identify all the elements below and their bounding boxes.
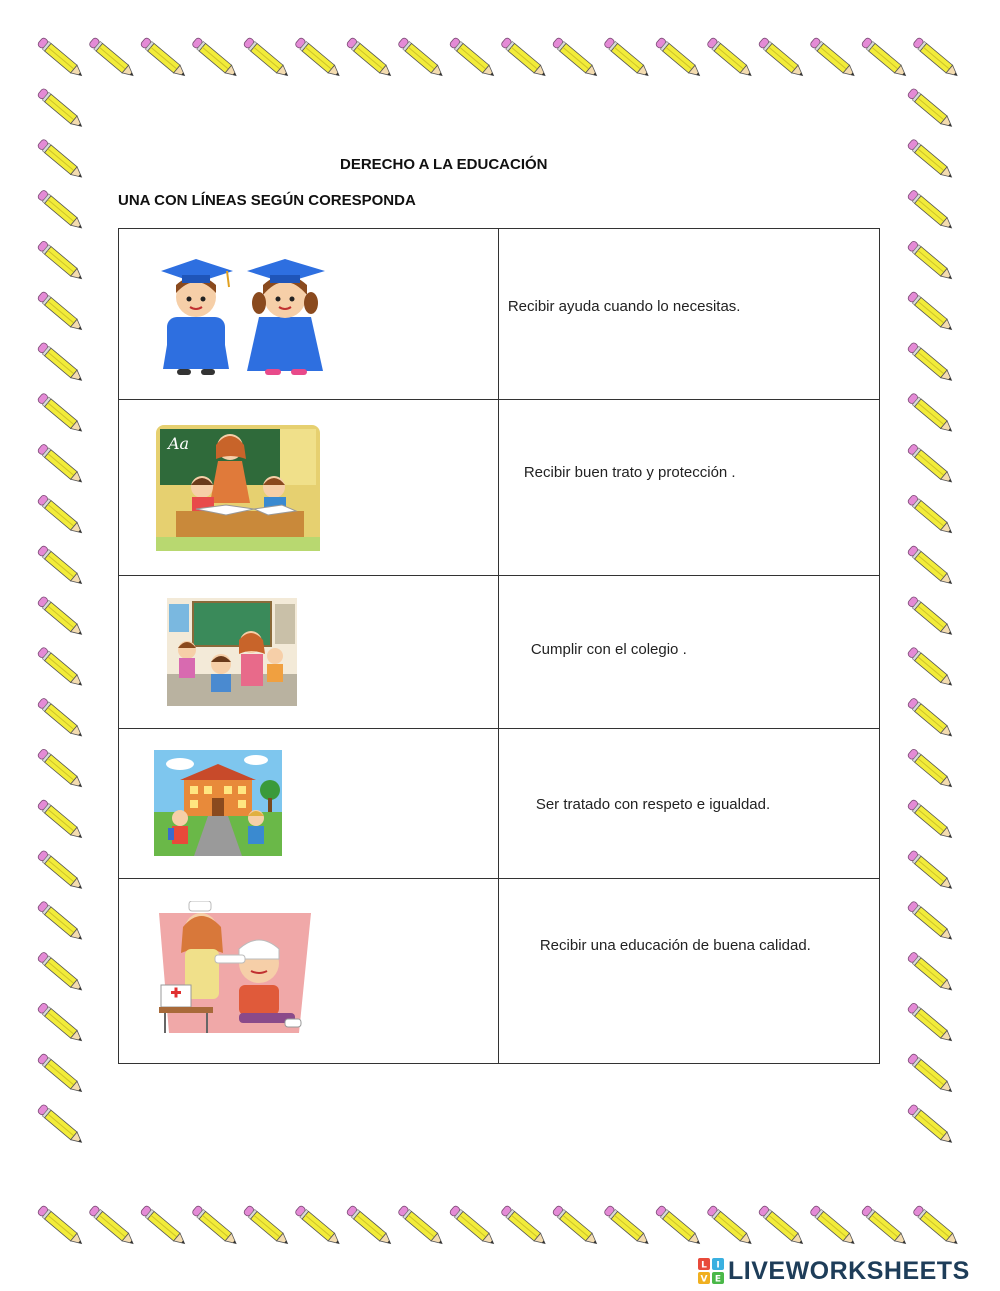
pencil-icon	[758, 37, 806, 79]
live-badge-icon	[698, 1258, 724, 1284]
badge-letter: E	[714, 1274, 722, 1284]
pencil-icon	[449, 37, 497, 79]
pencil-icon	[37, 139, 85, 181]
pencil-icon	[907, 1104, 955, 1146]
statement-cell	[498, 879, 879, 1064]
pencil-icon	[706, 1205, 754, 1247]
pencil-icon	[37, 443, 85, 485]
pencil-icon	[907, 342, 955, 384]
pencil-icon	[37, 647, 85, 689]
pencil-icon	[655, 1205, 703, 1247]
pencil-icon	[37, 901, 85, 943]
pencil-icon	[907, 88, 955, 130]
pencil-icon	[37, 494, 85, 536]
badge-letter: V	[700, 1274, 708, 1284]
pencil-icon	[907, 850, 955, 892]
pencil-icon	[37, 850, 85, 892]
pencil-icon	[397, 1205, 445, 1247]
table-row	[119, 229, 880, 400]
image-cell	[119, 879, 499, 1064]
pencil-icon	[37, 545, 85, 587]
pencil-icon	[603, 1205, 651, 1247]
pencil-icon	[37, 697, 85, 739]
pencil-icon	[346, 1205, 394, 1247]
statement-cell	[498, 229, 879, 400]
pencil-icon	[907, 1002, 955, 1044]
pencil-icon	[758, 1205, 806, 1247]
pencil-icon	[140, 37, 188, 79]
pencil-icon	[907, 443, 955, 485]
pencil-icon	[907, 240, 955, 282]
pencil-icon	[37, 1053, 85, 1095]
pencil-icon	[907, 748, 955, 790]
pencil-icon	[191, 37, 239, 79]
pencil-icon	[37, 748, 85, 790]
pencil-icon	[37, 1002, 85, 1044]
pencil-icon	[397, 37, 445, 79]
svg-text:Aa: Aa	[168, 434, 190, 453]
pencil-icon	[603, 37, 651, 79]
pencil-icon	[907, 291, 955, 333]
pencil-icon	[191, 1205, 239, 1247]
statement-cell	[498, 576, 879, 729]
pencil-icon	[907, 545, 955, 587]
pencil-icon	[809, 1205, 857, 1247]
image-cell	[119, 229, 499, 400]
pencil-icon	[37, 1104, 85, 1146]
pencil-icon	[500, 1205, 548, 1247]
pencil-icon	[37, 596, 85, 638]
pencil-icon	[37, 393, 85, 435]
pencil-icon	[552, 1205, 600, 1247]
nurse-bandaging-child-illustration[interactable]	[159, 901, 311, 1041]
pencil-icon	[907, 1053, 955, 1095]
badge-letter: I	[716, 1260, 720, 1271]
image-cell	[119, 576, 499, 729]
pencil-icon	[37, 240, 85, 282]
pencil-icon	[88, 37, 136, 79]
worksheet-instruction: UNA CON LÍNEAS SEGÚN CORESPONDA	[118, 192, 416, 209]
pencil-icon	[243, 1205, 291, 1247]
teacher-helping-child-illustration[interactable]	[167, 598, 297, 706]
pencil-icon	[294, 1205, 342, 1247]
pencil-icon	[912, 37, 960, 79]
pencil-icon	[500, 37, 548, 79]
pencil-icon	[907, 647, 955, 689]
table-row	[119, 729, 880, 879]
worksheet-title: DERECHO A LA EDUCACIÓN	[340, 156, 548, 173]
pencil-icon	[37, 37, 85, 79]
statement-text[interactable]: Recibir ayuda cuando lo necesitas.	[507, 297, 741, 315]
table-row	[119, 400, 880, 576]
pencil-icon	[912, 1205, 960, 1247]
pencil-icon	[907, 697, 955, 739]
statement-cell	[498, 729, 879, 879]
pencil-icon	[346, 37, 394, 79]
pencil-icon	[907, 951, 955, 993]
statement-text[interactable]: Cumplir con el colegio .	[530, 641, 687, 658]
pencil-icon	[907, 799, 955, 841]
pencil-icon	[907, 596, 955, 638]
pencil-icon	[37, 951, 85, 993]
brand-name: LIVEWORKSHEETS	[728, 1256, 970, 1285]
pencil-icon	[655, 37, 703, 79]
statement-cell	[498, 400, 879, 576]
pencil-icon	[809, 37, 857, 79]
matching-table	[118, 228, 880, 1064]
pencil-icon	[907, 139, 955, 181]
pencil-icon	[37, 291, 85, 333]
teacher-classroom-illustration[interactable]	[156, 425, 320, 551]
pencil-icon	[37, 799, 85, 841]
liveworksheets-logo[interactable]	[698, 1257, 970, 1285]
table-row	[119, 576, 880, 729]
pencil-icon	[37, 88, 85, 130]
table-row	[119, 879, 880, 1064]
children-walking-to-school-illustration[interactable]	[154, 750, 282, 856]
pencil-icon	[861, 37, 909, 79]
graduates-illustration[interactable]	[155, 249, 335, 379]
statement-text[interactable]: Ser tratado con respeto e igualdad.	[535, 796, 771, 813]
pencil-icon	[907, 393, 955, 435]
pencil-icon	[706, 37, 754, 79]
pencil-icon	[37, 189, 85, 231]
pencil-icon	[37, 1205, 85, 1247]
pencil-icon	[243, 37, 291, 79]
pencil-icon	[907, 901, 955, 943]
pencil-icon	[907, 494, 955, 536]
badge-letter: L	[701, 1260, 707, 1271]
pencil-icon	[861, 1205, 909, 1247]
pencil-icon	[140, 1205, 188, 1247]
statement-text[interactable]: Recibir una educación de buena calidad.	[539, 937, 811, 954]
pencil-icon	[294, 37, 342, 79]
pencil-icon	[449, 1205, 497, 1247]
pencil-icon	[907, 189, 955, 231]
pencil-icon	[552, 37, 600, 79]
pencil-icon	[88, 1205, 136, 1247]
statement-text[interactable]: Recibir buen trato y protección .	[523, 463, 736, 481]
image-cell	[119, 400, 499, 576]
image-cell	[119, 729, 499, 879]
pencil-icon	[37, 342, 85, 384]
